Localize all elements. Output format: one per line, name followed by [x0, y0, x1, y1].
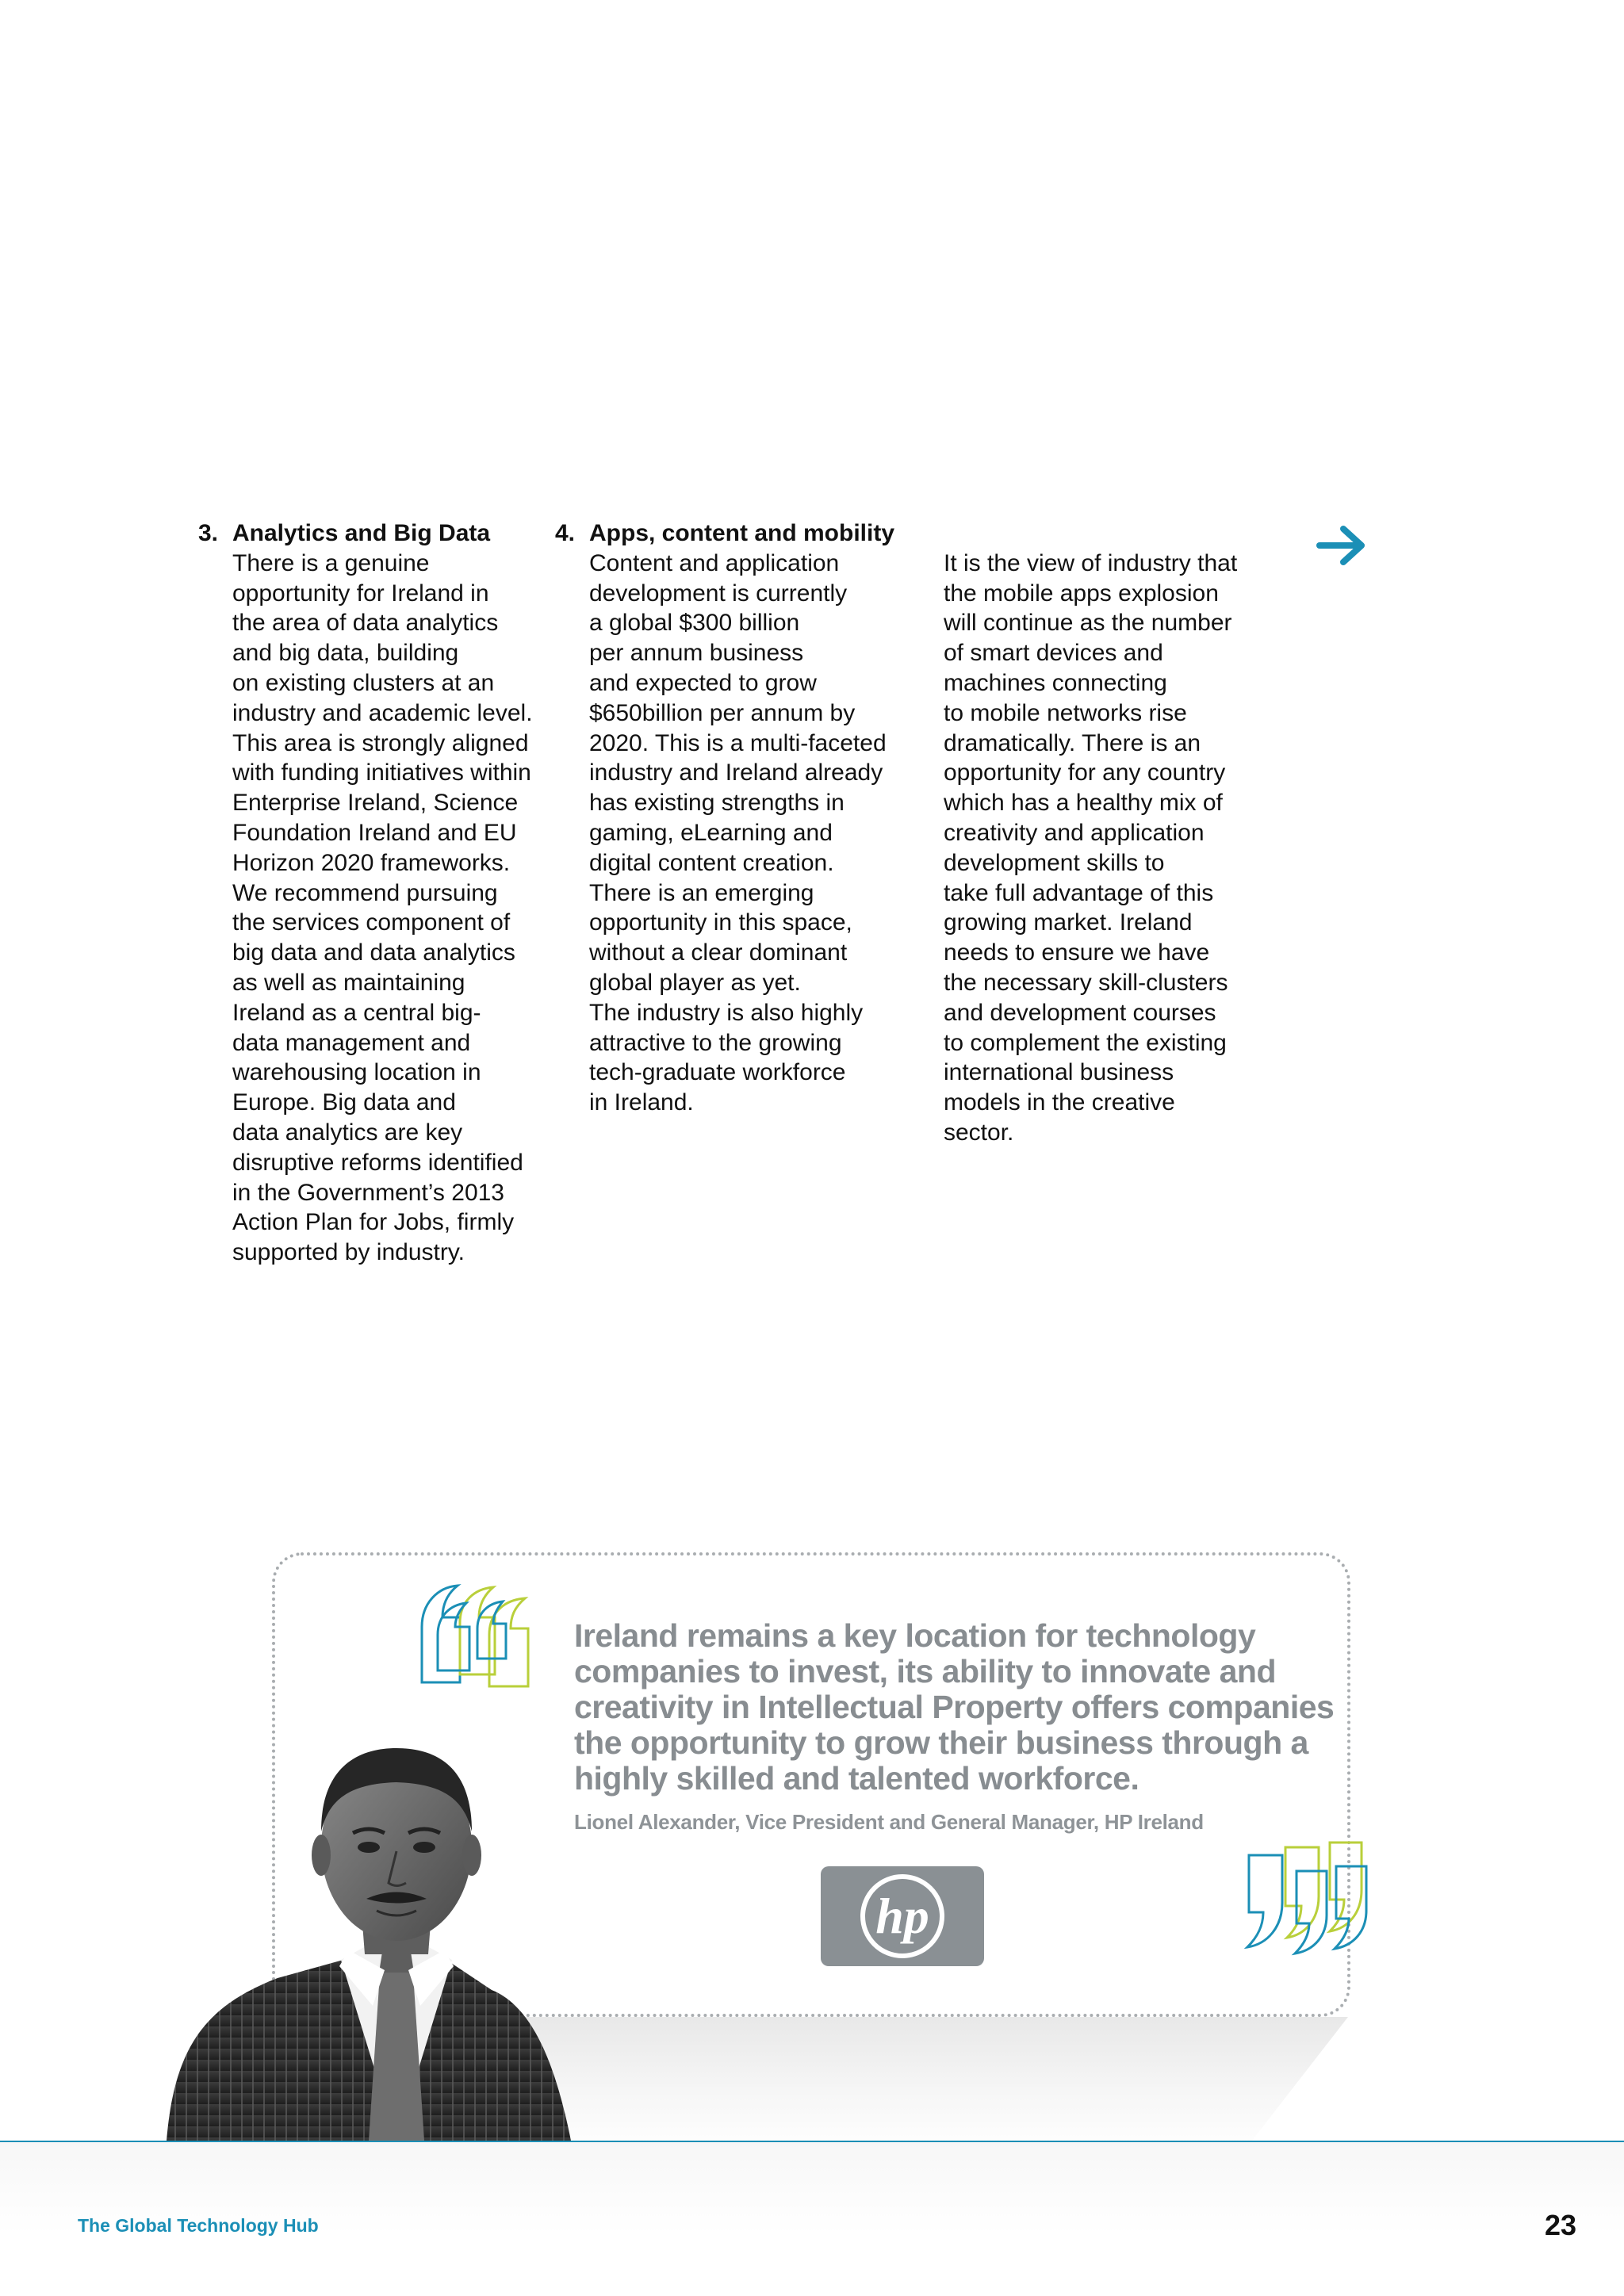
body-line: Foundation Ireland and EU — [232, 819, 517, 846]
body-line: Europe. Big data and — [232, 1089, 456, 1116]
body-line: of smart devices and — [944, 640, 1163, 667]
hp-logo — [821, 1866, 984, 1966]
body-line: attractive to the growing — [589, 1029, 842, 1056]
quote-line: companies to invest, its ability to innovate and — [574, 1653, 1277, 1689]
body-line: Ireland as a central big- — [232, 999, 481, 1026]
section-heading: Analytics and Big Data — [232, 520, 491, 546]
section-number: 4. — [555, 520, 576, 546]
section-analytics-big-data — [198, 519, 531, 1268]
body-line: as well as maintaining — [232, 969, 465, 996]
body-line: $650billion per annum by — [589, 699, 856, 726]
section-apps-content-mobility — [555, 519, 896, 1118]
body-line: the necessary skill-clusters — [944, 969, 1228, 996]
body-line: growing market. Ireland — [944, 909, 1193, 936]
body-line: Content and application — [589, 549, 840, 576]
body-line: machines connecting — [944, 669, 1167, 696]
body-line: data management and — [232, 1029, 471, 1056]
body-line: industry and Ireland already — [589, 760, 883, 786]
section-heading: Apps, content and mobility — [589, 520, 895, 546]
body-line: has existing strengths in — [589, 790, 845, 817]
body-line: This area is strongly aligned — [232, 729, 529, 756]
quote-text — [574, 1617, 1335, 1797]
body-line: models in the creative — [944, 1089, 1175, 1116]
body-line: creativity and application — [944, 819, 1205, 846]
body-line: which has a healthy mix of — [944, 790, 1223, 817]
body-line: the mobile apps explosion — [944, 580, 1219, 607]
quote-line: Ireland remains a key location for technology — [574, 1617, 1256, 1654]
body-line: international business — [944, 1059, 1174, 1086]
body-line: will continue as the number — [944, 610, 1232, 637]
body-line: per annum business — [589, 640, 804, 667]
hp-logo-text: hp — [875, 1888, 929, 1944]
body-line: tech-graduate workforce — [589, 1059, 846, 1086]
body-line: It is the view of industry that — [944, 549, 1238, 576]
portrait-photo — [159, 1705, 634, 2141]
body-line: Action Plan for Jobs, firmly — [232, 1209, 515, 1236]
quote-line: the opportunity to grow their business through a — [574, 1724, 1308, 1761]
body-line: to mobile networks rise — [944, 699, 1187, 726]
body-line: in the Government’s 2013 — [232, 1179, 504, 1206]
body-line: and development courses — [944, 999, 1216, 1026]
section-number: 3. — [198, 520, 219, 546]
body-line: in Ireland. — [589, 1089, 694, 1116]
arrow-right-icon — [1316, 525, 1367, 566]
body-line: disruptive reforms identified — [232, 1149, 523, 1176]
body-line: There is an emerging — [589, 879, 814, 906]
body-line: warehousing location in — [232, 1059, 481, 1086]
body-line: a global $300 billion — [589, 610, 800, 637]
body-line: development skills to — [944, 849, 1165, 876]
section-body — [232, 549, 531, 1268]
body-line: global player as yet. — [589, 969, 801, 996]
body-line: the area of data analytics — [232, 610, 499, 637]
footer-title: The Global Technology Hub — [78, 2215, 319, 2236]
close-quote-icon — [1241, 1839, 1372, 1958]
body-line: digital content creation. — [589, 849, 834, 876]
body-line: data analytics are key — [232, 1119, 463, 1146]
body-line: Enterprise Ireland, Science — [232, 790, 519, 817]
page-number: 23 — [1544, 2209, 1576, 2241]
body-line: There is a genuine — [232, 549, 430, 576]
body-line: opportunity in this space, — [589, 909, 852, 936]
body-line: 2020. This is a multi-faceted — [589, 729, 887, 756]
section-body — [944, 549, 1277, 1148]
body-line: with funding initiatives within — [232, 760, 531, 786]
body-line: big data and data analytics — [232, 939, 515, 966]
body-line: dramatically. There is an — [944, 729, 1201, 756]
body-line: development is currently — [589, 580, 848, 607]
section-body — [589, 549, 896, 1118]
body-line: supported by industry. — [232, 1239, 465, 1266]
body-line: opportunity for Ireland in — [232, 580, 489, 607]
section-apps-continued — [944, 519, 1277, 1148]
body-line: and big data, building — [232, 640, 459, 667]
quote-line: highly skilled and talented workforce. — [574, 1760, 1139, 1797]
body-line: sector. — [944, 1119, 1014, 1146]
body-line: without a clear dominant — [589, 939, 848, 966]
body-line: on existing clusters at an — [232, 669, 495, 696]
body-line: take full advantage of this — [944, 879, 1214, 906]
body-line: Horizon 2020 frameworks. — [232, 849, 511, 876]
body-line: needs to ensure we have — [944, 939, 1210, 966]
quote-line: creativity in Intellectual Property offers companies — [574, 1689, 1335, 1725]
body-line: industry and academic level. — [232, 699, 533, 726]
open-quote-icon — [414, 1579, 541, 1690]
footer-rule — [0, 2141, 1624, 2142]
body-line: to complement the existing — [944, 1029, 1227, 1056]
body-line: We recommend pursuing — [232, 879, 498, 906]
body-line: opportunity for any country — [944, 760, 1226, 786]
body-line: gaming, eLearning and — [589, 819, 833, 846]
body-line: and expected to grow — [589, 669, 817, 696]
quote-attribution: Lionel Alexander, Vice President and General Manager, HP Ireland — [574, 1810, 1204, 1834]
body-line: the services component of — [232, 909, 511, 936]
body-line: The industry is also highly — [589, 999, 864, 1026]
